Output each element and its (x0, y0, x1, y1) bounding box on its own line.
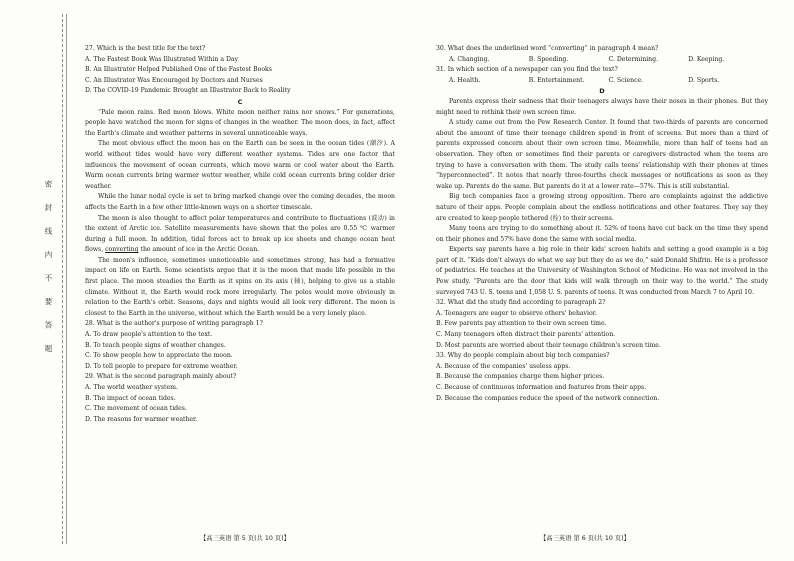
option: C. Determining. (608, 55, 659, 63)
passage-c-paragraph: The moon's influence, sometimes unnoticeable and sometimes strong, has had a formative impact on life on Earth. Some scientists argue that it is the moon that made life possible in the first place. The moon steadies the Earth as it spins on its axis (轴), helping to give us a stable climate. Without it, the Earth would rock more irregularly. The poles would move obviously in relation to the Earth's orbit. Seasons, days and nights would all look very different. The moon is closest to the Earth in the universe, without which the Earth would be a very lonely place. (85, 256, 395, 317)
underlined-word: converting (105, 246, 139, 254)
option: A. Because of the companies' useless apps. (436, 362, 571, 370)
option: C. An Illustrator Was Encouraged by Doctors and Nurses (85, 76, 263, 84)
option: B. The impact of ocean tides. (85, 394, 176, 402)
question-33: 33. Why do people complain about big tech companies? (436, 352, 610, 360)
passage-d-paragraph: Parents express their sadness that their teenagers always have their noses in their phones. But they might need to rethink their own screen time. (436, 97, 768, 116)
passage-c-paragraph-4 (85, 214, 395, 256)
passage-d-paragraph: A study came out from the Pew Research Center. It found that two-thirds of parents are concerned about the amount of time their teenage children spend in front of screens. But more than a third of parents expressed concern about their own screen time. Meanwhile, more than half of teens had an observation. They often or sometimes find their parents or caregivers distracted when the teens are trying to have a conversation with them. The study calls teens' relationship with their phones at times “hyperconnected”. It notes that nearly three-fourths check messages or notifications as soon as they wake up. Parents do the same. But parents do it at a lower rate—57%. This is still substantial. (436, 119, 768, 190)
option: C. To show people how to appreciate the moon. (85, 352, 233, 360)
question-30-options (449, 55, 768, 66)
passage-c-paragraph: While the lunar nodal cycle is set to bring marked change over the coming decades, the moon affects the Earth in a few other little-known ways on a shorter timescale. (85, 193, 395, 211)
option: D. Because the companies reduce the speed of the network connection. (436, 394, 660, 402)
section-heading-c: C (237, 97, 243, 106)
option: A. The world weather system. (85, 384, 178, 391)
passage-d-paragraph: Big tech companies face a growing strong opposition. There are complaints against the addictive nature of their apps. People complain about the endless notifications and other features. They say they are created to keep people tethered (拴) to their screens. (436, 193, 768, 222)
page-footer-left: 【高三英语 第 5 页(共 10 页)】 (200, 535, 290, 542)
right-column (436, 44, 768, 404)
option: A. The Fastest Book Was Illustrated Within a Day (85, 55, 239, 63)
question-31: 31. In which section of a newspaper can you find the text? (436, 66, 618, 74)
seal-dashed-line (62, 14, 63, 544)
paragraph-4-tail: the amount of ice in the Arctic Ocean. (138, 246, 260, 254)
option: A. Teenagers are eager to observe others' behavior. (436, 309, 597, 317)
option: C. Many teenagers often distract their parents' attention. (436, 331, 616, 339)
question-31-options (449, 76, 768, 87)
question-32: 32. What did the study find according to paragraph 2? (436, 299, 606, 307)
option: D. The COVID-19 Pandemic Brought an Illustrator Back to Reality (85, 87, 291, 95)
option: B. Because the companies charge them higher prices. (436, 373, 605, 381)
option: D. Keeping. (688, 55, 725, 63)
question-29: 29. What is the second paragraph mainly about? (85, 373, 237, 381)
question-30: 30. What does the underlined word “converting” in paragraph 4 mean? (436, 45, 659, 52)
seal-solid-line (66, 14, 67, 544)
left-column (85, 44, 395, 425)
option: C. Science. (608, 76, 644, 84)
seal-warning-text: 密封线内不要答题 (44, 180, 53, 368)
paragraph-4-text: The moon is also thought to affect polar temperatures and contribute to fluctuations (波动) in the extent of Arctic ice. Satellite measurements have shown that the poles are 0.55 ℃ warmer during a full moon. In addition, tidal forces act to break up ice sheets and change ocean heat flows, (85, 214, 395, 254)
page-footer-right: 【高三英语 第 6 页(共 10 页)】 (540, 535, 630, 542)
option: D. Sports. (688, 76, 720, 84)
option: D. The reasons for warmer weather. (85, 415, 198, 423)
option: B. An Illustrator Helped Published One of the Fastest Books (85, 66, 272, 74)
question-28: 28. What is the author's purpose of writing paragraph 1? (85, 320, 263, 328)
option: A. Changing. (449, 55, 490, 63)
passage-c-paragraph: The most obvious effect the moon has on the Earth can be seen in the ocean tides (潮汐). A world without tides would have very different weather systems. Tides are one factor that influences the movement of ocean currents, which move warm or cool water about the Earth. Warm ocean currents bring warmer wetter weather, while cold ocean currents bring colder drier weather. (85, 140, 395, 190)
option: C. The movement of ocean tides. (85, 405, 187, 413)
option: B. Few parents pay attention to their own screen time. (436, 320, 607, 328)
passage-d-paragraph: Many teens are trying to do something about it. 52% of teens have cut back on the time they spend on their phones and 57% have done the same with social media. (436, 225, 768, 243)
binding-strip (0, 0, 72, 561)
option: C. Because of continuous information and features from their apps. (436, 384, 647, 391)
passage-c-paragraph: “Pale moon rains. Red moon blows. White moon neither rains nor snows.” For generations, people have watched the moon for signs of changes in the weather. The moon does, in fact, affect the Earth's climate and weather patterns in several unnoticeable ways. (85, 108, 395, 137)
option: A. Health. (449, 76, 481, 84)
option: A. To draw people's attention to the text. (85, 331, 213, 339)
passage-d-paragraph: Experts say parents have a big role in their kids' screen habits and setting a good example is a big part of it. “Kids don't always do what we say but they do as we do,” said Donald Shifrin. He is a professor of pediatrics. He teaches at the University of Washington School of Medicine. He was not involved in the Pew study. “Parents are the door that kids will walk through on their way to the world.” The study surveyed 743 U. S. teens and 1,058 U. S. parents of teens. It was conducted from March 7 to April 10. (436, 246, 768, 296)
option: B. Entertainment. (528, 76, 585, 84)
option: D. Most parents are worried about their teenage children's screen time. (436, 341, 661, 349)
option: D. To tell people to prepare for extreme weather. (85, 362, 238, 370)
section-heading-d: D (599, 87, 605, 96)
question-27: 27. Which is the best title for the text? (85, 45, 206, 52)
option: B. To teach people signs of weather changes. (85, 341, 226, 349)
option: B. Speeding. (528, 55, 569, 63)
